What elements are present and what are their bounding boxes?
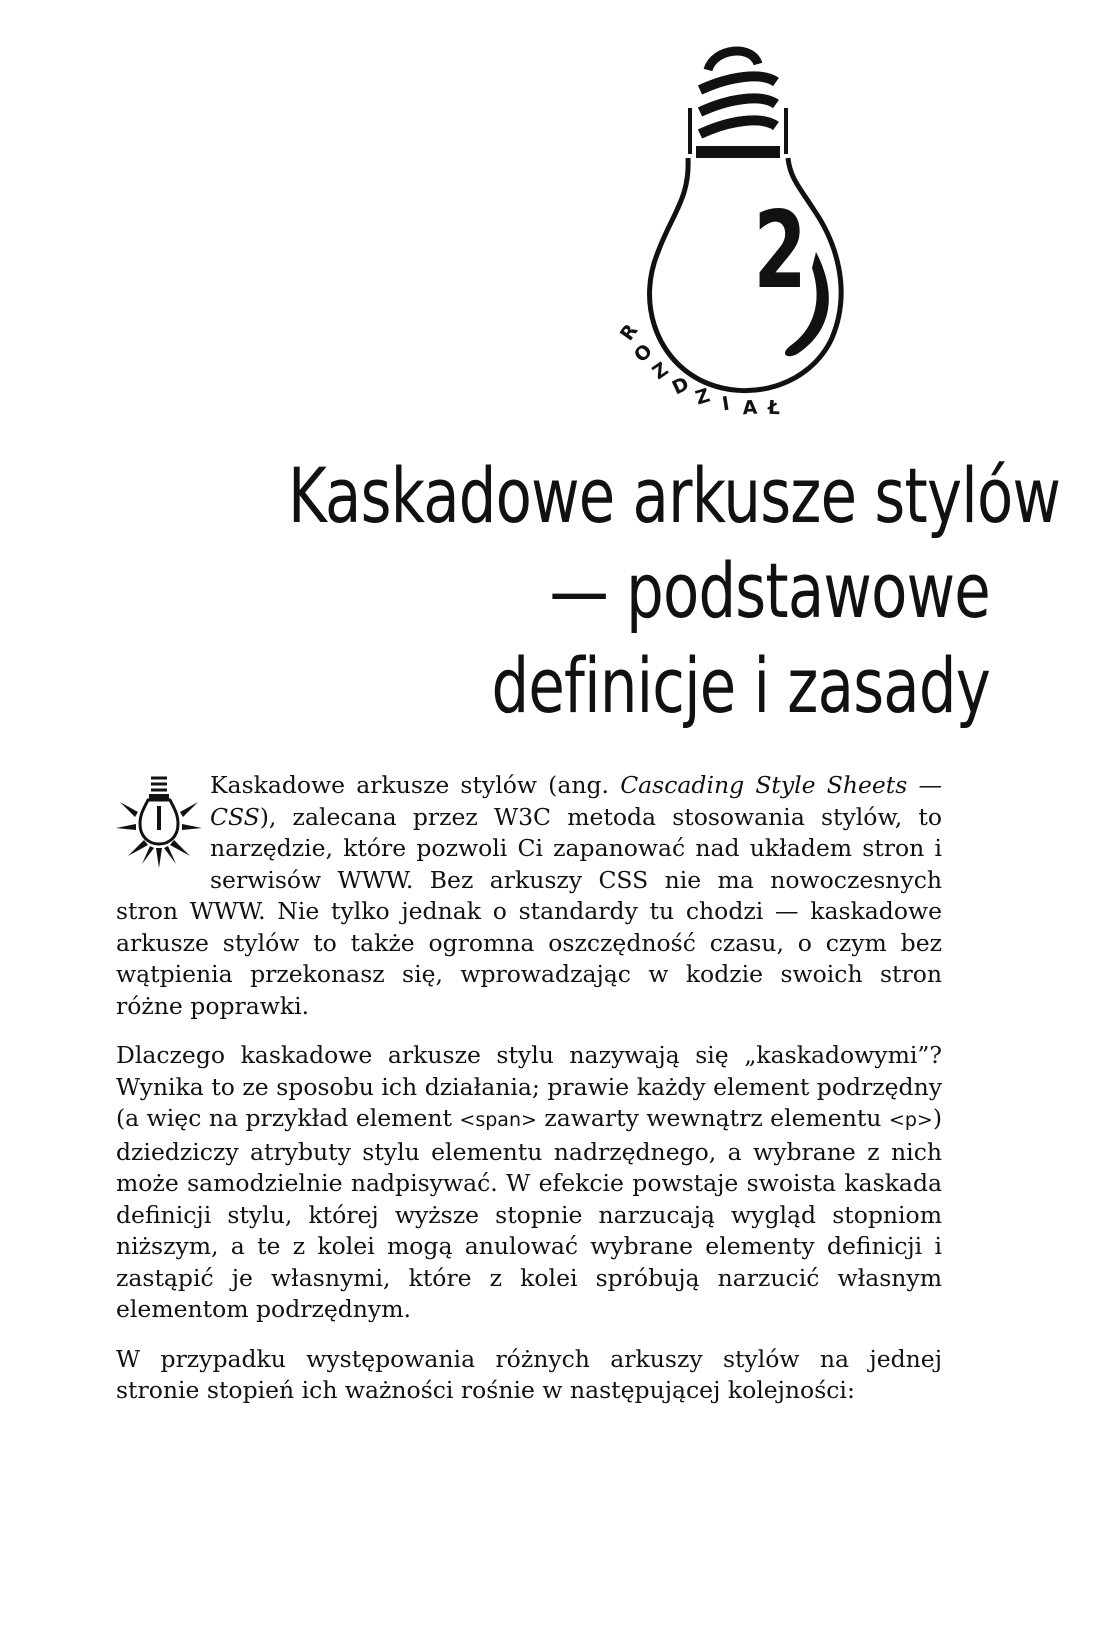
- chapter-title-line: Kaskadowe arkusze stylów: [288, 451, 1061, 540]
- chapter-label-letter: I: [720, 392, 732, 416]
- lightbulb-hint-icon: [116, 772, 202, 868]
- order-paragraph: W przypadku występowania różnych arkuszy stylów na jednej stronie stopień ich ważności rośnie w następującej kolejności:: [116, 1344, 942, 1404]
- intro-paragraph: [116, 770, 942, 1022]
- intro-text-rest: ), zalecana przez W3C metoda stosowania stylów, to narzędzie, które pozwoli Ci zapanować nad układem stron i serwisów WWW. Bez arkuszy CSS nie ma nowoczesnych stron WWW. Nie tylko jednak o standardy tu chodzi — kaskadowe arkusze stylów to także ogromna oszczędność czasu, o czym bez wątpienia przekonasz się, wprowadzając w kodzie swoich stron różne poprawki.: [116, 802, 942, 1020]
- chapter-label-letter: R: [615, 320, 643, 345]
- chapter-label-letter: O: [629, 339, 657, 367]
- chapter-label-letter: D: [668, 372, 693, 400]
- chapter-label-letter: A: [742, 396, 758, 420]
- chapter-label-letter: Z: [692, 384, 713, 410]
- chapter-body: [116, 770, 942, 1425]
- intro-term: Cascading Style Sheets — CSS: [210, 771, 942, 831]
- chapter-title-line: definicje i zasady: [491, 641, 990, 730]
- cascade-text-3: ) dziedziczy atrybuty stylu elementu nadrzędnego, a wybrane z nich może samodzielnie nadpisywać. W efekcie powstaje swoista kaskada definicji stylu, której wyższe stopnie narzucają wygląd stopniom niższym, a te z kolei mogą anulować wybrane elementy definicji i zastąpić je własnymi, które z kolei spróbują narzucić własnym elementom podrzędnym.: [116, 1104, 942, 1323]
- p-tag-code: <p>: [888, 1109, 933, 1131]
- cascade-text-1: Dlaczego kaskadowe arkusze stylu nazywają się „kaskadowymi”? Wynika to ze sposobu ich działania; prawie każdy element podrzędny (a więc na przykład element: [116, 1041, 942, 1132]
- cascade-paragraph: [116, 1040, 942, 1326]
- chapter-label-letter: Ł: [767, 396, 781, 420]
- cascade-text-2: zawarty wewnątrz elementu: [536, 1104, 889, 1132]
- chapter-label-letter: Z: [648, 358, 673, 385]
- chapter-title-line: — podstawowe: [549, 546, 990, 635]
- span-tag-code: <span>: [459, 1109, 537, 1131]
- intro-text-start: Kaskadowe arkusze stylów (ang.: [210, 771, 621, 799]
- chapter-title: [90, 448, 1061, 733]
- chapter-number: 2: [753, 189, 807, 312]
